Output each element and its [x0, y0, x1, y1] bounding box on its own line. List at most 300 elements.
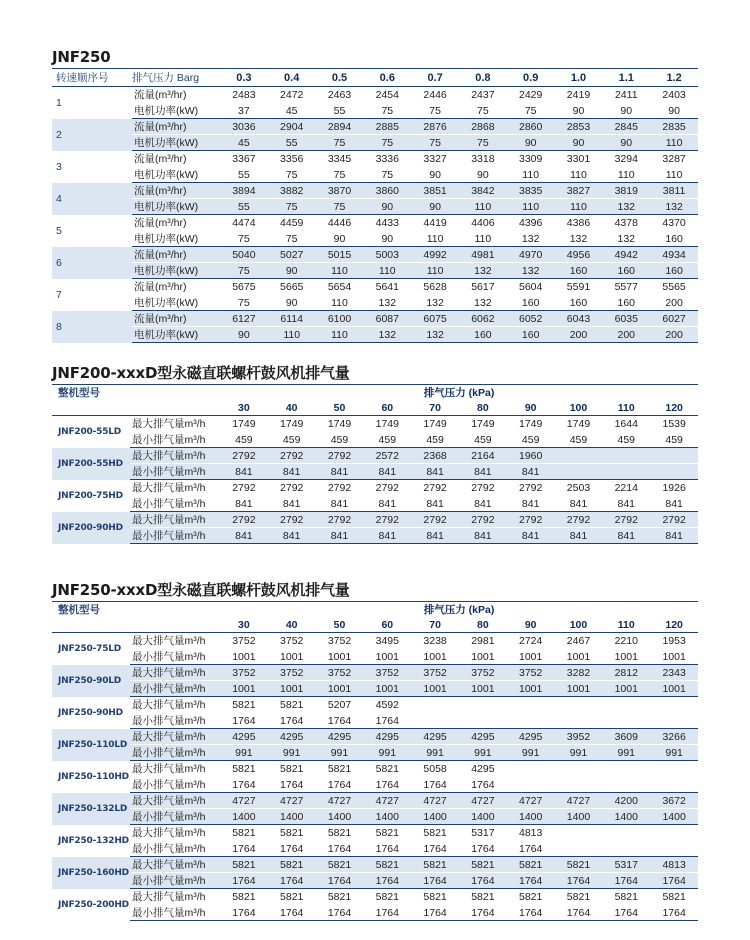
- max-flow-value: 5821: [232, 858, 256, 871]
- flow-value: 2472: [280, 88, 304, 101]
- min-flow-value: 1001: [363, 649, 411, 665]
- power-value: 110: [555, 167, 603, 183]
- table-row: [52, 135, 698, 151]
- min-flow-value: 1001: [507, 649, 555, 665]
- power-value: 90: [220, 327, 268, 343]
- min-flow-value: 1400: [650, 809, 698, 825]
- max-flow-value: 2792: [519, 481, 543, 494]
- pressure-header: 50: [316, 617, 364, 633]
- min-flow-value: 1001: [411, 681, 459, 697]
- flow-value: 4992: [423, 248, 447, 261]
- flow-value: 3367: [232, 152, 256, 165]
- min-flow-value: [650, 713, 698, 729]
- max-flow-value: 4727: [566, 794, 591, 807]
- min-flow-value: 1764: [411, 777, 459, 793]
- max-flow-label: 最大排气量m³/h: [132, 859, 206, 871]
- seq-number: 8: [56, 320, 62, 333]
- table-jnf200-section: [52, 362, 698, 544]
- max-flow-value: 3238: [423, 634, 447, 647]
- max-flow-value: 4727: [471, 794, 495, 807]
- max-flow-value: 5821: [566, 890, 591, 903]
- power-value: 132: [602, 199, 650, 215]
- max-flow-value: 5821: [280, 890, 304, 903]
- power-value: 75: [363, 167, 411, 183]
- max-flow-value: 3752: [375, 666, 399, 679]
- model-name: JNF200-55HD: [58, 458, 123, 469]
- flow-value: 6087: [375, 312, 399, 325]
- power-label: 电机功率(kW): [132, 231, 220, 247]
- min-flow-value: 841: [220, 464, 268, 480]
- pressure-header: 30: [220, 617, 268, 633]
- max-flow-value: [507, 761, 555, 777]
- flow-value: 6114: [280, 312, 303, 325]
- min-flow-value: 991: [268, 745, 316, 761]
- min-flow-value: 1001: [268, 649, 316, 665]
- pressure-header: 80: [459, 400, 507, 416]
- table-row: [52, 633, 698, 649]
- model-name: JNF200-90HD: [58, 522, 123, 533]
- table-row: [52, 793, 698, 809]
- flow-value: 2860: [519, 120, 543, 133]
- table-header-row: [52, 69, 698, 87]
- model-name: JNF250-132LD: [58, 803, 128, 814]
- min-flow-value: 1764: [220, 905, 268, 921]
- table-row: [52, 247, 698, 263]
- min-flow-value: 1764: [316, 905, 364, 921]
- power-value: 110: [650, 135, 698, 151]
- min-flow-value: [555, 464, 603, 480]
- max-flow-value: 2343: [662, 666, 686, 679]
- max-flow-value: 1926: [662, 481, 686, 494]
- power-value: 160: [507, 327, 555, 343]
- min-flow-value: 841: [650, 496, 698, 512]
- min-flow-label: 最小排气量m³/h: [130, 528, 220, 544]
- pressure-header: 80: [459, 617, 507, 633]
- model-name: JNF250-90LD: [58, 675, 122, 686]
- min-flow-value: 991: [650, 745, 698, 761]
- power-value: 55: [316, 103, 364, 119]
- flow-value: 5665: [280, 280, 304, 293]
- min-flow-value: 841: [602, 528, 650, 544]
- max-flow-value: 5821: [423, 826, 447, 839]
- max-flow-value: 2981: [471, 634, 495, 647]
- max-flow-value: 1749: [327, 417, 352, 430]
- table-header-row: [52, 385, 698, 401]
- min-flow-value: 1001: [602, 649, 650, 665]
- power-value: 90: [316, 231, 364, 247]
- min-flow-value: 1400: [363, 809, 411, 825]
- table-row: [52, 889, 698, 905]
- flow-value: 2835: [662, 120, 686, 133]
- min-flow-value: 1764: [602, 873, 650, 889]
- max-flow-value: 2214: [614, 481, 638, 494]
- power-label: 电机功率(kW): [132, 327, 220, 343]
- max-flow-value: 5821: [423, 890, 447, 903]
- col-seq-header: 转速顺序号: [52, 69, 132, 87]
- power-value: 160: [650, 231, 698, 247]
- table-header-row: [52, 602, 698, 618]
- min-flow-value: 1764: [507, 873, 555, 889]
- min-flow-value: 841: [507, 528, 555, 544]
- flow-value: 6100: [327, 312, 352, 325]
- flow-value: 5675: [232, 280, 256, 293]
- table-row: [52, 825, 698, 841]
- flow-value: 5565: [662, 280, 686, 293]
- max-flow-value: 5058: [423, 762, 447, 775]
- min-flow-value: 991: [459, 745, 507, 761]
- power-value: 110: [507, 199, 555, 215]
- flow-value: 3287: [662, 152, 686, 165]
- power-value: 75: [363, 135, 411, 151]
- flow-value: 6043: [566, 312, 591, 325]
- max-flow-label: 最大排气量m³/h: [132, 827, 206, 839]
- max-flow-value: 1644: [614, 417, 638, 430]
- flow-value: 3336: [375, 152, 399, 165]
- flow-value: 4446: [327, 216, 352, 229]
- flow-value: 3318: [471, 152, 495, 165]
- col-pressure-header: 排气压力 (kPa): [220, 385, 698, 401]
- table-row: [52, 745, 698, 761]
- pressure-header: 0.5: [316, 69, 364, 87]
- flow-value: 4419: [423, 216, 447, 229]
- min-flow-value: [602, 713, 650, 729]
- max-flow-value: 2792: [375, 513, 399, 526]
- max-flow-value: 4727: [232, 794, 256, 807]
- flow-value: 2419: [566, 88, 591, 101]
- flow-label: 流量(m³/hr): [134, 185, 187, 197]
- max-flow-value: [602, 825, 650, 841]
- min-flow-value: 841: [220, 528, 268, 544]
- max-flow-value: 4295: [423, 730, 447, 743]
- power-value: 75: [507, 103, 555, 119]
- power-value: 90: [363, 231, 411, 247]
- pressure-header: 90: [507, 617, 555, 633]
- min-flow-value: 459: [555, 432, 603, 448]
- power-value: 75: [268, 199, 316, 215]
- flow-label: 流量(m³/hr): [134, 313, 187, 325]
- power-value: 132: [411, 295, 459, 311]
- min-flow-value: 841: [363, 528, 411, 544]
- max-flow-value: 4295: [471, 762, 495, 775]
- col-model-header: 整机型号: [52, 602, 130, 618]
- power-value: 132: [459, 295, 507, 311]
- table-row: [52, 119, 698, 135]
- max-flow-value: [555, 825, 603, 841]
- min-flow-value: 1001: [650, 649, 698, 665]
- col-model-header: 整机型号: [52, 385, 130, 401]
- flow-value: 2876: [423, 120, 447, 133]
- power-value: 160: [555, 263, 603, 279]
- pressure-header: 0.9: [507, 69, 555, 87]
- table-jnf200: [52, 384, 698, 544]
- pressure-header: 0.7: [411, 69, 459, 87]
- max-flow-value: 2792: [566, 513, 591, 526]
- max-flow-value: 4200: [614, 794, 638, 807]
- max-flow-value: 5821: [280, 762, 304, 775]
- max-flow-value: 2812: [614, 666, 638, 679]
- flow-value: 5027: [280, 248, 304, 261]
- min-flow-value: 841: [411, 464, 459, 480]
- table-row: [52, 279, 698, 295]
- seq-number: 1: [56, 96, 62, 109]
- power-value: 75: [459, 103, 507, 119]
- max-flow-value: 3752: [280, 666, 304, 679]
- table-row: [52, 263, 698, 279]
- flow-value: 2429: [519, 88, 543, 101]
- max-flow-value: 4813: [519, 826, 543, 839]
- min-flow-value: 459: [602, 432, 650, 448]
- power-value: 200: [555, 327, 603, 343]
- min-flow-value: 841: [268, 464, 316, 480]
- pressure-header: 120: [650, 400, 698, 416]
- power-value: 132: [555, 231, 603, 247]
- pressure-header: 100: [555, 617, 603, 633]
- power-value: 75: [363, 103, 411, 119]
- max-flow-value: 5821: [232, 826, 256, 839]
- table-row: [52, 151, 698, 167]
- col-pressure-header: 排气压力 (kPa): [220, 602, 698, 618]
- flow-value: 3036: [232, 120, 256, 133]
- power-value: 132: [650, 199, 698, 215]
- max-flow-value: 5821: [566, 858, 591, 871]
- max-flow-value: 5821: [375, 890, 399, 903]
- min-flow-value: 841: [220, 496, 268, 512]
- min-flow-value: 1001: [316, 649, 364, 665]
- power-value: 160: [459, 327, 507, 343]
- min-flow-value: [650, 464, 698, 480]
- max-flow-value: 3752: [471, 666, 495, 679]
- max-flow-value: 4295: [375, 730, 399, 743]
- min-flow-value: 841: [411, 528, 459, 544]
- pressure-header: 50: [316, 400, 364, 416]
- power-value: 132: [459, 263, 507, 279]
- model-name: JNF250-75LD: [58, 643, 122, 654]
- max-flow-value: 2792: [375, 481, 399, 494]
- flow-label: 流量(m³/hr): [134, 281, 187, 293]
- table-jnf200-title: JNF200-xxxD型永磁直联螺杆鼓风机排气量: [52, 364, 350, 382]
- max-flow-value: 5821: [662, 890, 686, 903]
- max-flow-value: 4813: [662, 858, 686, 871]
- pressure-header: 90: [507, 400, 555, 416]
- power-value: 75: [411, 103, 459, 119]
- min-flow-label: 最小排气量m³/h: [130, 713, 220, 729]
- power-value: 110: [411, 263, 459, 279]
- min-flow-value: 1764: [411, 873, 459, 889]
- power-value: 132: [363, 327, 411, 343]
- flow-value: 3327: [423, 152, 447, 165]
- flow-value: 2483: [232, 88, 256, 101]
- model-name: JNF250-132HD: [58, 835, 129, 846]
- max-flow-value: 2792: [423, 513, 447, 526]
- min-flow-value: 841: [268, 528, 316, 544]
- min-flow-label: 最小排气量m³/h: [130, 464, 220, 480]
- min-flow-value: [650, 777, 698, 793]
- flow-value: 2885: [375, 120, 399, 133]
- pressure-header: 40: [268, 400, 316, 416]
- min-flow-value: 991: [316, 745, 364, 761]
- power-value: 90: [411, 199, 459, 215]
- power-label: 电机功率(kW): [132, 103, 220, 119]
- max-flow-value: 5821: [375, 858, 399, 871]
- max-flow-value: 5207: [327, 698, 352, 711]
- power-label: 电机功率(kW): [132, 199, 220, 215]
- seq-number: 4: [56, 192, 62, 205]
- min-flow-value: 459: [507, 432, 555, 448]
- table-row: [52, 761, 698, 777]
- max-flow-value: [555, 697, 603, 713]
- max-flow-label: 最大排气量m³/h: [132, 731, 206, 743]
- table-jnf250: [52, 68, 698, 343]
- flow-value: 3345: [327, 152, 352, 165]
- pressure-header: 120: [650, 617, 698, 633]
- max-flow-value: 5317: [471, 826, 495, 839]
- max-flow-value: 5821: [232, 698, 256, 711]
- min-flow-value: 841: [555, 496, 603, 512]
- min-flow-value: [555, 777, 603, 793]
- table-row: [52, 167, 698, 183]
- flow-value: 4970: [519, 248, 543, 261]
- power-value: 90: [555, 135, 603, 151]
- min-flow-value: 459: [220, 432, 268, 448]
- max-flow-value: 4727: [519, 794, 543, 807]
- table-row: [52, 857, 698, 873]
- min-flow-value: 841: [411, 496, 459, 512]
- power-value: 75: [220, 231, 268, 247]
- max-flow-value: 2503: [566, 481, 591, 494]
- min-flow-value: 841: [555, 528, 603, 544]
- max-flow-label: 最大排气量m³/h: [132, 450, 206, 462]
- max-flow-value: 3266: [662, 730, 686, 743]
- min-flow-label: 最小排气量m³/h: [130, 873, 220, 889]
- max-flow-value: 1749: [280, 417, 304, 430]
- power-value: 110: [650, 167, 698, 183]
- min-flow-value: 1764: [459, 873, 507, 889]
- max-flow-value: 3752: [327, 666, 352, 679]
- power-label: 电机功率(kW): [132, 263, 220, 279]
- power-value: 75: [268, 231, 316, 247]
- max-flow-value: 3752: [423, 666, 447, 679]
- table-jnf250-title: JNF250: [52, 48, 111, 66]
- flow-value: 4378: [614, 216, 638, 229]
- min-flow-value: 1764: [411, 841, 459, 857]
- pressure-header: 70: [411, 400, 459, 416]
- max-flow-value: 5821: [232, 890, 256, 903]
- table-row: [52, 528, 698, 544]
- table-pressure-row: [52, 400, 698, 416]
- flow-value: 5617: [471, 280, 495, 293]
- max-flow-value: 2164: [471, 449, 495, 462]
- min-flow-value: 841: [459, 496, 507, 512]
- table-row: [52, 649, 698, 665]
- model-name: JNF200-55LD: [58, 426, 122, 437]
- min-flow-value: 459: [363, 432, 411, 448]
- max-flow-value: 5821: [280, 698, 304, 711]
- power-value: 45: [268, 103, 316, 119]
- power-value: 75: [316, 135, 364, 151]
- max-flow-value: 1749: [423, 417, 447, 430]
- max-flow-value: 5821: [375, 826, 399, 839]
- flow-value: 3811: [662, 184, 686, 197]
- power-value: 110: [316, 263, 364, 279]
- min-flow-value: 1400: [507, 809, 555, 825]
- flow-value: 2446: [423, 88, 447, 101]
- min-flow-value: 841: [316, 496, 364, 512]
- min-flow-value: 1764: [459, 777, 507, 793]
- max-flow-value: 5821: [232, 762, 256, 775]
- flow-value: 3860: [375, 184, 399, 197]
- table-jnf250d: [52, 601, 698, 921]
- flow-value: 4396: [519, 216, 543, 229]
- max-flow-value: 2792: [614, 513, 638, 526]
- min-flow-value: 1001: [507, 681, 555, 697]
- min-flow-value: 459: [268, 432, 316, 448]
- max-flow-value: 4295: [232, 730, 256, 743]
- max-flow-value: [555, 448, 603, 464]
- min-flow-value: 459: [411, 432, 459, 448]
- max-flow-value: 5821: [280, 858, 304, 871]
- flow-value: 6062: [471, 312, 495, 325]
- seq-number: 7: [56, 288, 62, 301]
- max-flow-value: 2210: [614, 634, 638, 647]
- power-value: 110: [316, 327, 364, 343]
- power-value: 200: [650, 327, 698, 343]
- max-flow-value: 2792: [327, 449, 352, 462]
- table-jnf250d-section: [52, 579, 698, 921]
- power-value: 160: [555, 295, 603, 311]
- table-row: [52, 103, 698, 119]
- max-flow-value: 2792: [232, 449, 256, 462]
- min-flow-label: 最小排气量m³/h: [130, 841, 220, 857]
- max-flow-value: 3752: [519, 666, 543, 679]
- pressure-header: 1.1: [602, 69, 650, 87]
- min-flow-value: 1764: [363, 713, 411, 729]
- flow-value: 2845: [614, 120, 638, 133]
- min-flow-value: 1400: [459, 809, 507, 825]
- power-value: 55: [268, 135, 316, 151]
- power-value: 75: [316, 167, 364, 183]
- table-row: [52, 295, 698, 311]
- max-flow-value: [650, 448, 698, 464]
- power-label: 电机功率(kW): [132, 135, 220, 151]
- seq-number: 5: [56, 224, 62, 237]
- max-flow-value: 2368: [423, 449, 447, 462]
- min-flow-value: 1764: [268, 713, 316, 729]
- flow-value: 3851: [423, 184, 447, 197]
- min-flow-label: 最小排气量m³/h: [130, 777, 220, 793]
- max-flow-value: 1749: [471, 417, 495, 430]
- pressure-header: 0.3: [220, 69, 268, 87]
- max-flow-value: 1960: [519, 449, 543, 462]
- max-flow-value: 3672: [662, 794, 686, 807]
- power-value: 160: [650, 263, 698, 279]
- flow-value: 6052: [519, 312, 543, 325]
- max-flow-value: 3495: [375, 634, 399, 647]
- table-row: [52, 512, 698, 528]
- min-flow-value: 1001: [602, 681, 650, 697]
- table-row: [52, 416, 698, 432]
- max-flow-value: 1749: [519, 417, 543, 430]
- max-flow-value: 1749: [566, 417, 591, 430]
- min-flow-value: 841: [459, 464, 507, 480]
- max-flow-value: 4295: [280, 730, 304, 743]
- flow-value: 5641: [375, 280, 399, 293]
- min-flow-value: 1764: [316, 713, 364, 729]
- power-value: 110: [363, 263, 411, 279]
- flow-value: 4433: [375, 216, 399, 229]
- table-jnf250d-title: JNF250-xxxD型永磁直联螺杆鼓风机排气量: [52, 581, 350, 599]
- pressure-header: 40: [268, 617, 316, 633]
- col-pressure-header: 排气压力 Barg: [132, 69, 220, 87]
